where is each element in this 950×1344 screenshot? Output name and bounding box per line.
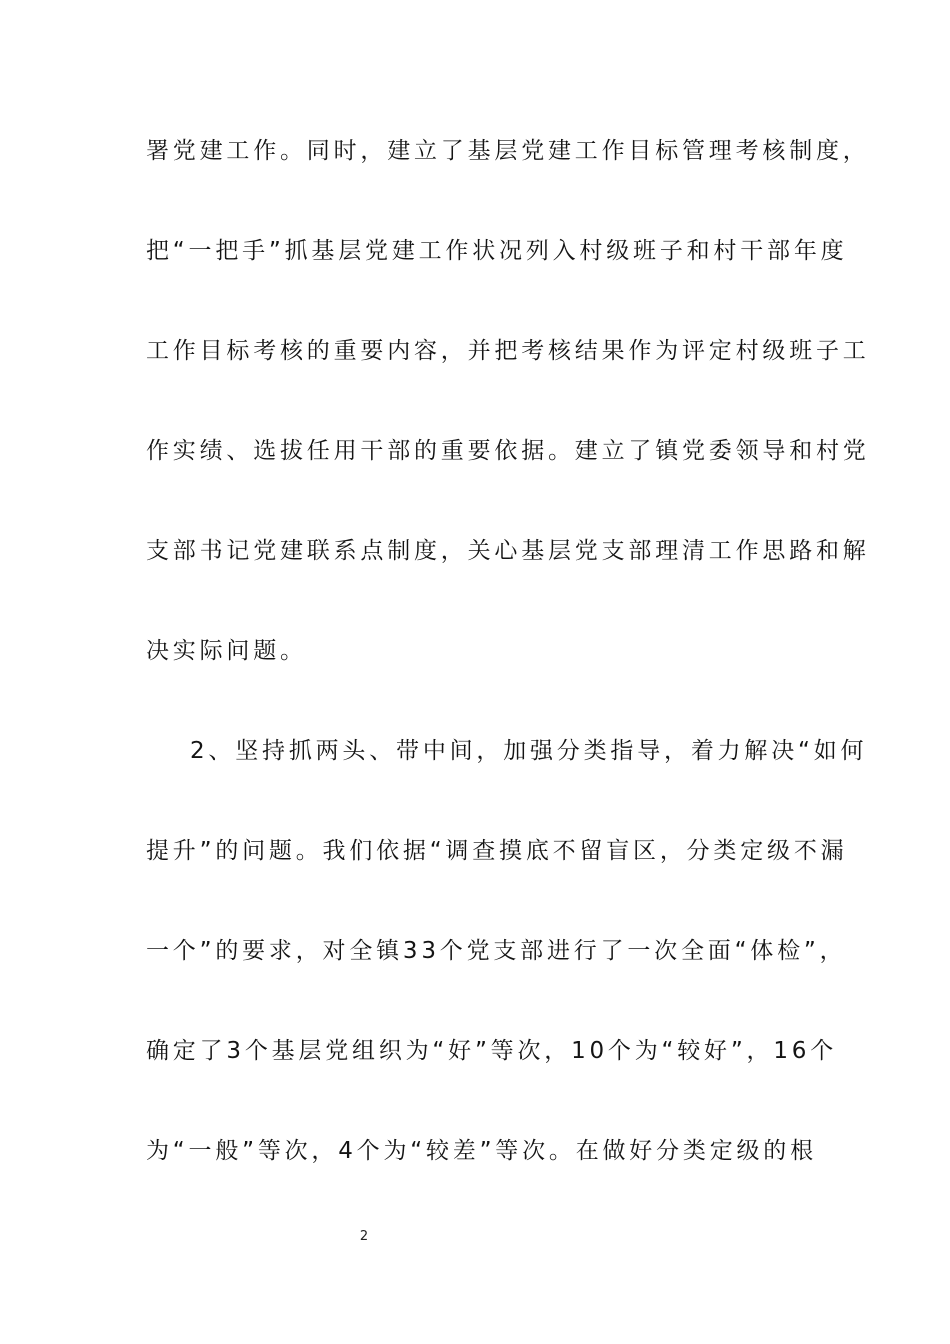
paragraph-1-line-3: 工作目标考核的重要内容，并把考核结果作为评定村级班子工: [146, 338, 870, 364]
paragraph-1-line-5: 支部书记党建联系点制度，关心基层党支部理清工作思路和解: [146, 538, 870, 564]
page-number: 2: [359, 1229, 369, 1244]
paragraph-2-line-3: 一个”的要求，对全镇33个党支部进行了一次全面“体检”，: [146, 938, 847, 964]
paragraph-2-line-2: 提升”的问题。我们依据“调查摸底不留盲区，分类定级不漏: [146, 838, 848, 864]
paragraph-2-line-5: 为“一般”等次，4个为“较差”等次。在做好分类定级的根: [146, 1138, 817, 1164]
paragraph-1-line-1: 署党建工作。同时，建立了基层党建工作目标管理考核制度，: [146, 138, 870, 164]
paragraph-1-line-6: 决实际问题。: [146, 638, 307, 664]
paragraph-2-line-1: 2、坚持抓两头、带中间，加强分类指导，着力解决“如何: [190, 738, 868, 764]
paragraph-1-line-2: 把“一把手”抓基层党建工作状况列入村级班子和村干部年度: [146, 238, 848, 264]
paragraph-1-line-4: 作实绩、选拔任用干部的重要依据。建立了镇党委领导和村党: [146, 438, 870, 464]
paragraph-2-line-4: 确定了3个基层党组织为“好”等次，10个为“较好”，16个: [146, 1038, 838, 1064]
